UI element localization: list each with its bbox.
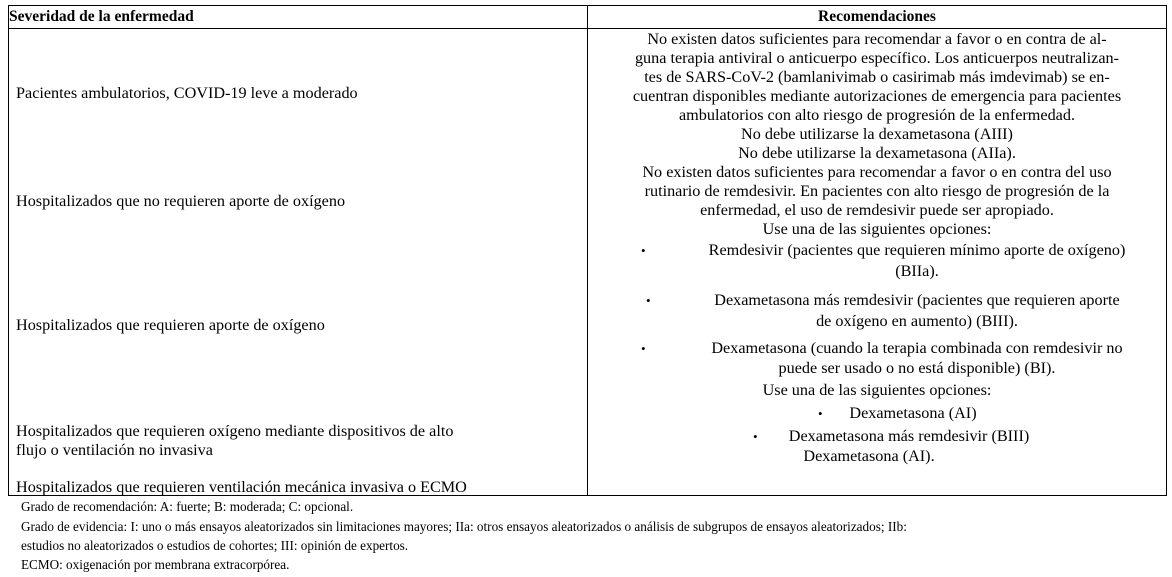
- recommendations-column: [588, 29, 1167, 496]
- footnote-evidence-grade-cont: estudios no aleatorizados o estudios de cohortes; III: opinión de expertos.: [21, 538, 409, 553]
- rec-line: No debe utilizarse la dexametasona (AIIa).: [738, 144, 1016, 162]
- severity-high-flow-line1: Hospitalizados que requieren oxígeno mediante dispositivos de alto: [16, 422, 454, 440]
- footnote-ecmo: ECMO: oxigenación por membrana extracorpórea.: [21, 557, 290, 572]
- recommendations-table: [8, 5, 1167, 496]
- bullet-icon: •: [641, 341, 646, 356]
- table-header-row: [9, 6, 1167, 29]
- rec-line: cuentran disponibles mediante autorizaciones de emergencia para pacientes: [632, 87, 1122, 105]
- rec-line: ambulatorios con alto riesgo de progresión de la enfermedad.: [678, 106, 1075, 124]
- rec-line: guna terapia antiviral o anticuerpo específico. Los anticuerpos neutralizan-: [634, 49, 1120, 67]
- bullet-icon: •: [646, 293, 651, 308]
- rec-line: Use una de las siguientes opciones:: [762, 381, 992, 399]
- rec-line: No debe utilizarse la dexametasona (AIII): [741, 125, 1013, 143]
- bullet-icon: •: [818, 406, 823, 421]
- footnote-evidence-grade: Grado de evidencia: I: uno o más ensayos aleatorizados sin limitaciones mayores; IIa: otros ensayos aleatorizados o análisis de subgrupos de ensayos aleatorizados; IIb:: [21, 519, 907, 534]
- severity-column: [9, 29, 588, 496]
- rec-line: Dexametasona (AI): [849, 404, 977, 422]
- rec-line: enfermedad, el uso de remdesivir puede ser apropiado.: [700, 201, 1054, 219]
- rec-line: Use una de las siguientes opciones:: [762, 220, 992, 238]
- severity-oxygen: Hospitalizados que requieren aporte de oxígeno: [16, 316, 325, 334]
- rec-line: Dexametasona más remdesivir (pacientes que requieren aporte: [714, 291, 1120, 309]
- rec-line: rutinario de remdesivir. En pacientes con alto riesgo de progresión de la: [644, 182, 1110, 200]
- rec-line: (BIIa).: [895, 262, 939, 280]
- rec-line: No existen datos suficientes para recomendar a favor o en contra del uso: [642, 163, 1112, 181]
- rec-line: de oxígeno en aumento) (BIII).: [816, 312, 1018, 330]
- table-body-row: [9, 29, 1167, 496]
- rec-line: Dexametasona (AI).: [803, 447, 935, 465]
- header-severity: Severidad de la enfermedad: [9, 6, 588, 29]
- rec-line: Remdesivir (pacientes que requieren mínimo aporte de oxígeno): [708, 241, 1126, 259]
- severity-outpatient: Pacientes ambulatorios, COVID-19 leve a moderado: [16, 84, 358, 102]
- rec-line: tes de SARS-CoV-2 (bamlanivimab o casirimab más imdevimab) se en-: [644, 68, 1110, 86]
- rec-line: Dexametasona más remdesivir (BIII): [788, 427, 1030, 445]
- rec-line: Dexametasona (cuando la terapia combinada con remdesivir no: [711, 339, 1123, 357]
- header-recommendations: Recomendaciones: [588, 6, 1167, 29]
- bullet-icon: •: [641, 243, 646, 258]
- severity-mechanical-ventilation: Hospitalizados que requieren ventilación mecánica invasiva o ECMO: [16, 478, 467, 496]
- bullet-icon: •: [753, 429, 758, 444]
- severity-no-oxygen: Hospitalizados que no requieren aporte de oxígeno: [16, 192, 346, 210]
- rec-line: No existen datos suficientes para recomendar a favor o en contra de al-: [647, 30, 1107, 48]
- footnote-recommendation-grade: Grado de recomendación: A: fuerte; B: moderada; C: opcional.: [21, 499, 354, 514]
- rec-line: puede ser usado o no está disponible) (BI).: [778, 359, 1056, 377]
- severity-high-flow-line2: flujo o ventilación no invasiva: [16, 441, 213, 459]
